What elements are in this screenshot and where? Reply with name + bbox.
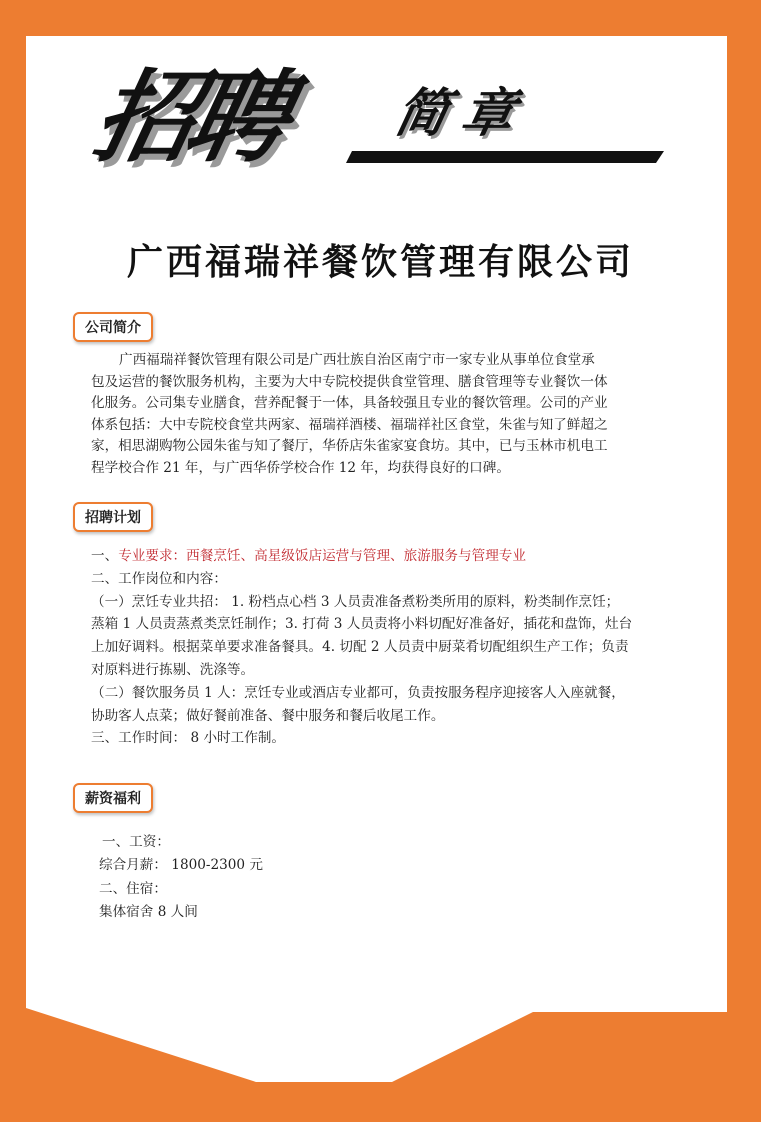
plan-line: （二）餐饮服务员 1 人：烹饪专业或酒店专业都可，负责按服务程序迎接客人入座就餐，	[91, 684, 625, 701]
salary-text	[99, 831, 499, 924]
intro-line: 包及运营的餐饮服务机构，主要为大中专院校提供食堂管理、膳食管理等专业餐饮一体	[91, 373, 608, 390]
intro-line: 广西福瑞祥餐饮管理有限公司是广西壮族自治区南宁市一家专业从事单位食堂承	[119, 352, 595, 368]
plan-line: 三、工作时间： 8 小时工作制。	[91, 730, 286, 747]
section-label-intro: 公司简介	[73, 312, 153, 342]
brochure-subtitle: 简章	[389, 84, 535, 144]
plan-text	[91, 545, 691, 750]
intro-line: 体系包括：大中专院校食堂共两家、福瑞祥酒楼、福瑞祥社区食堂，朱雀与知了鲜超之	[91, 416, 608, 433]
salary-line: 集体宿舍 8 人间	[99, 903, 198, 920]
plan-line: 蒸箱 1 人员责蒸煮类烹饪制作；3. 打荷 3 人员责将小料切配好准备好，插花和盘饰，灶台	[91, 616, 633, 633]
salary-line: 一、工资：	[102, 834, 170, 850]
intro-line: 化服务。公司集专业膳食，营养配餐于一体，具备较强且专业的餐饮管理。公司的产业	[91, 395, 608, 411]
salary-line: 二、住宿：	[99, 880, 167, 897]
plan-line: 对原料进行拣剔、洗涤等。	[91, 661, 255, 678]
section-label-salary: 薪资福利	[73, 783, 153, 813]
major-prefix: 一、	[91, 548, 119, 564]
major-text: 专业要求：西餐烹饪、高星级饭店运营与管理、旅游服务与管理专业	[118, 548, 526, 564]
plan-line: 上加好调料。根据菜单要求准备餐具。4. 切配 2 人员责中厨菜肴切配组织生产工作；负责	[91, 639, 629, 656]
recruitment-title: 招聘	[83, 59, 293, 176]
intro-line: 程学校合作 21 年，与广西华侨学校合作 12 年，均获得良好的口碑。	[91, 459, 510, 476]
section-label-plan: 招聘计划	[73, 502, 153, 532]
title-underline	[346, 151, 664, 163]
plan-line: （一）烹饪专业共招： 1. 粉档点心档 3 人员责准备煮粉类所用的原料，粉类制作烹饪；	[91, 593, 620, 610]
plan-line: 二、工作岗位和内容：	[91, 570, 227, 587]
intro-text	[91, 350, 688, 479]
intro-line: 家，相思湖购物公园朱雀与知了餐厅，华侨店朱雀家宴食坊。其中，已与玉林市机电工	[91, 438, 608, 454]
company-name: 广西福瑞祥餐饮管理有限公司	[126, 241, 634, 283]
salary-line: 综合月薪： 1800-2300 元	[99, 857, 263, 874]
major-requirement	[91, 545, 691, 568]
plan-line: 协助客人点菜；做好餐前准备、餐中服务和餐后收尾工作。	[91, 707, 445, 724]
